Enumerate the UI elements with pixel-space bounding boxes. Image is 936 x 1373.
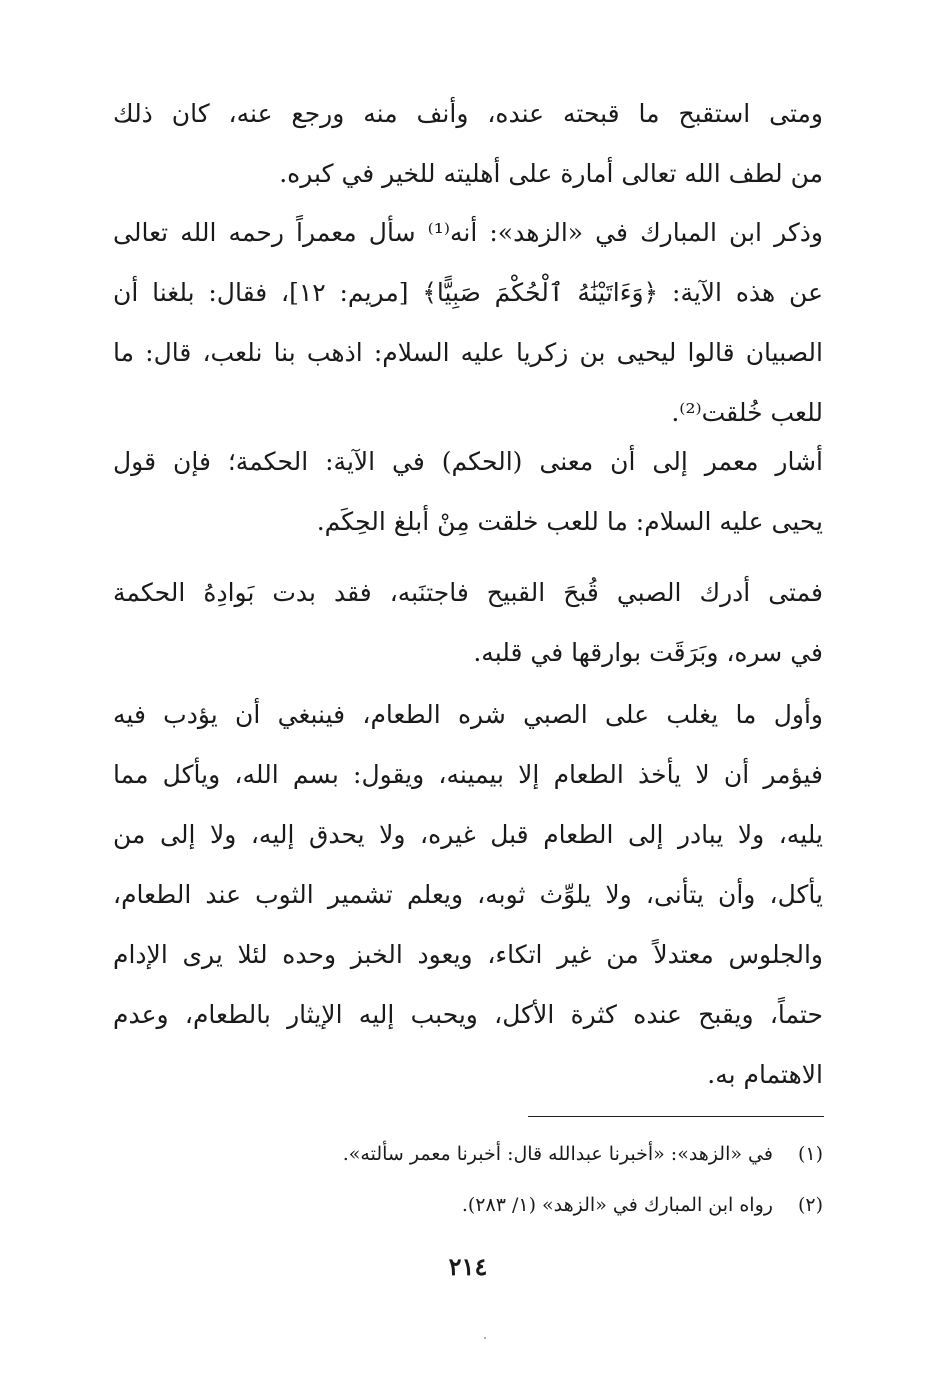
text-line: فمتى أدرك الصبي قُبحَ القبيح فاجتنَبه، فقد بدت بَوادِهُ الحكمة <box>113 578 823 607</box>
text-line: يليه، ولا يبادر إلى الطعام قبل غيره، ولا يحدق إليه، ولا إلى من <box>113 820 823 849</box>
paragraph-3 <box>113 432 823 552</box>
paragraph-5 <box>113 685 823 1105</box>
text-line: للعب خُلقت⁽²⁾. <box>671 398 823 427</box>
text-line: ومتى استقبح ما قبحته عنده، وأنف منه ورجع عنه، كان ذلك <box>113 99 823 128</box>
text-line: والجلوس معتدلاً من غير اتكاء، ويعود الخبز وحده لئلا يرى الإدام <box>113 940 823 969</box>
text-line: يأكل، وأن يتأنى، ولا يلوِّث ثوبه، ويعلم تشمير الثوب عند الطعام، <box>113 880 823 909</box>
paragraph-2 <box>113 203 823 443</box>
text-line: فيؤمر أن لا يأخذ الطعام إلا بيمينه، ويقول: بسم الله، ويأكل مما <box>113 760 823 789</box>
footnote-1 <box>113 1134 823 1174</box>
footnote-2 <box>113 1185 823 1225</box>
text-line: في سره، وبَرَقَت بوارقها في قلبه. <box>473 638 823 667</box>
footnote-text: في «الزهد»: «أخبرنا عبدالله قال: أخبرنا معمر سألته». <box>342 1143 773 1165</box>
text-line: الصبيان قالوا ليحيى بن زكريا عليه السلام: اذهب بنا نلعب، قال: ما <box>113 338 823 367</box>
text-line: الاهتمام به. <box>707 1060 823 1089</box>
scan-speck <box>484 1337 486 1339</box>
text-line: من لطف الله تعالى أمارة على أهليته للخير في كبره. <box>279 159 823 188</box>
text-line: وذكر ابن المبارك في «الزهد»: أنه⁽¹⁾ سأل معمراً رحمه الله تعالى <box>113 218 823 247</box>
text-line: حتماً، ويقبح عنده كثرة الأكل، ويحبب إليه الإيثار بالطعام، وعدم <box>113 1000 823 1029</box>
paragraph-4 <box>113 563 823 683</box>
text-line: أشار معمر إلى أن معنى (الحكم) في الآية: الحكمة؛ فإن قول <box>113 447 823 476</box>
footnote-number: (١) <box>797 1143 823 1165</box>
page-number: ٢١٤ <box>448 1252 488 1281</box>
footnote-number: (٢) <box>797 1194 823 1216</box>
footnote-text: رواه ابن المبارك في «الزهد» (١/ ٢٨٣). <box>461 1194 773 1216</box>
footnote-separator <box>528 1116 824 1117</box>
text-line: يحيى عليه السلام: ما للعب خلقت مِنْ أبلغ الحِكَم. <box>316 507 823 536</box>
paragraph-1 <box>113 84 823 204</box>
text-line: عن هذه الآية: ﴿وَءَاتَيْنَٰهُ ٱلْحُكْمَ صَبِيًّا﴾ [مريم: ١٢]، فقال: بلغنا أن <box>113 278 823 307</box>
text-line: وأول ما يغلب على الصبي شره الطعام، فينبغي أن يؤدب فيه <box>113 700 823 729</box>
